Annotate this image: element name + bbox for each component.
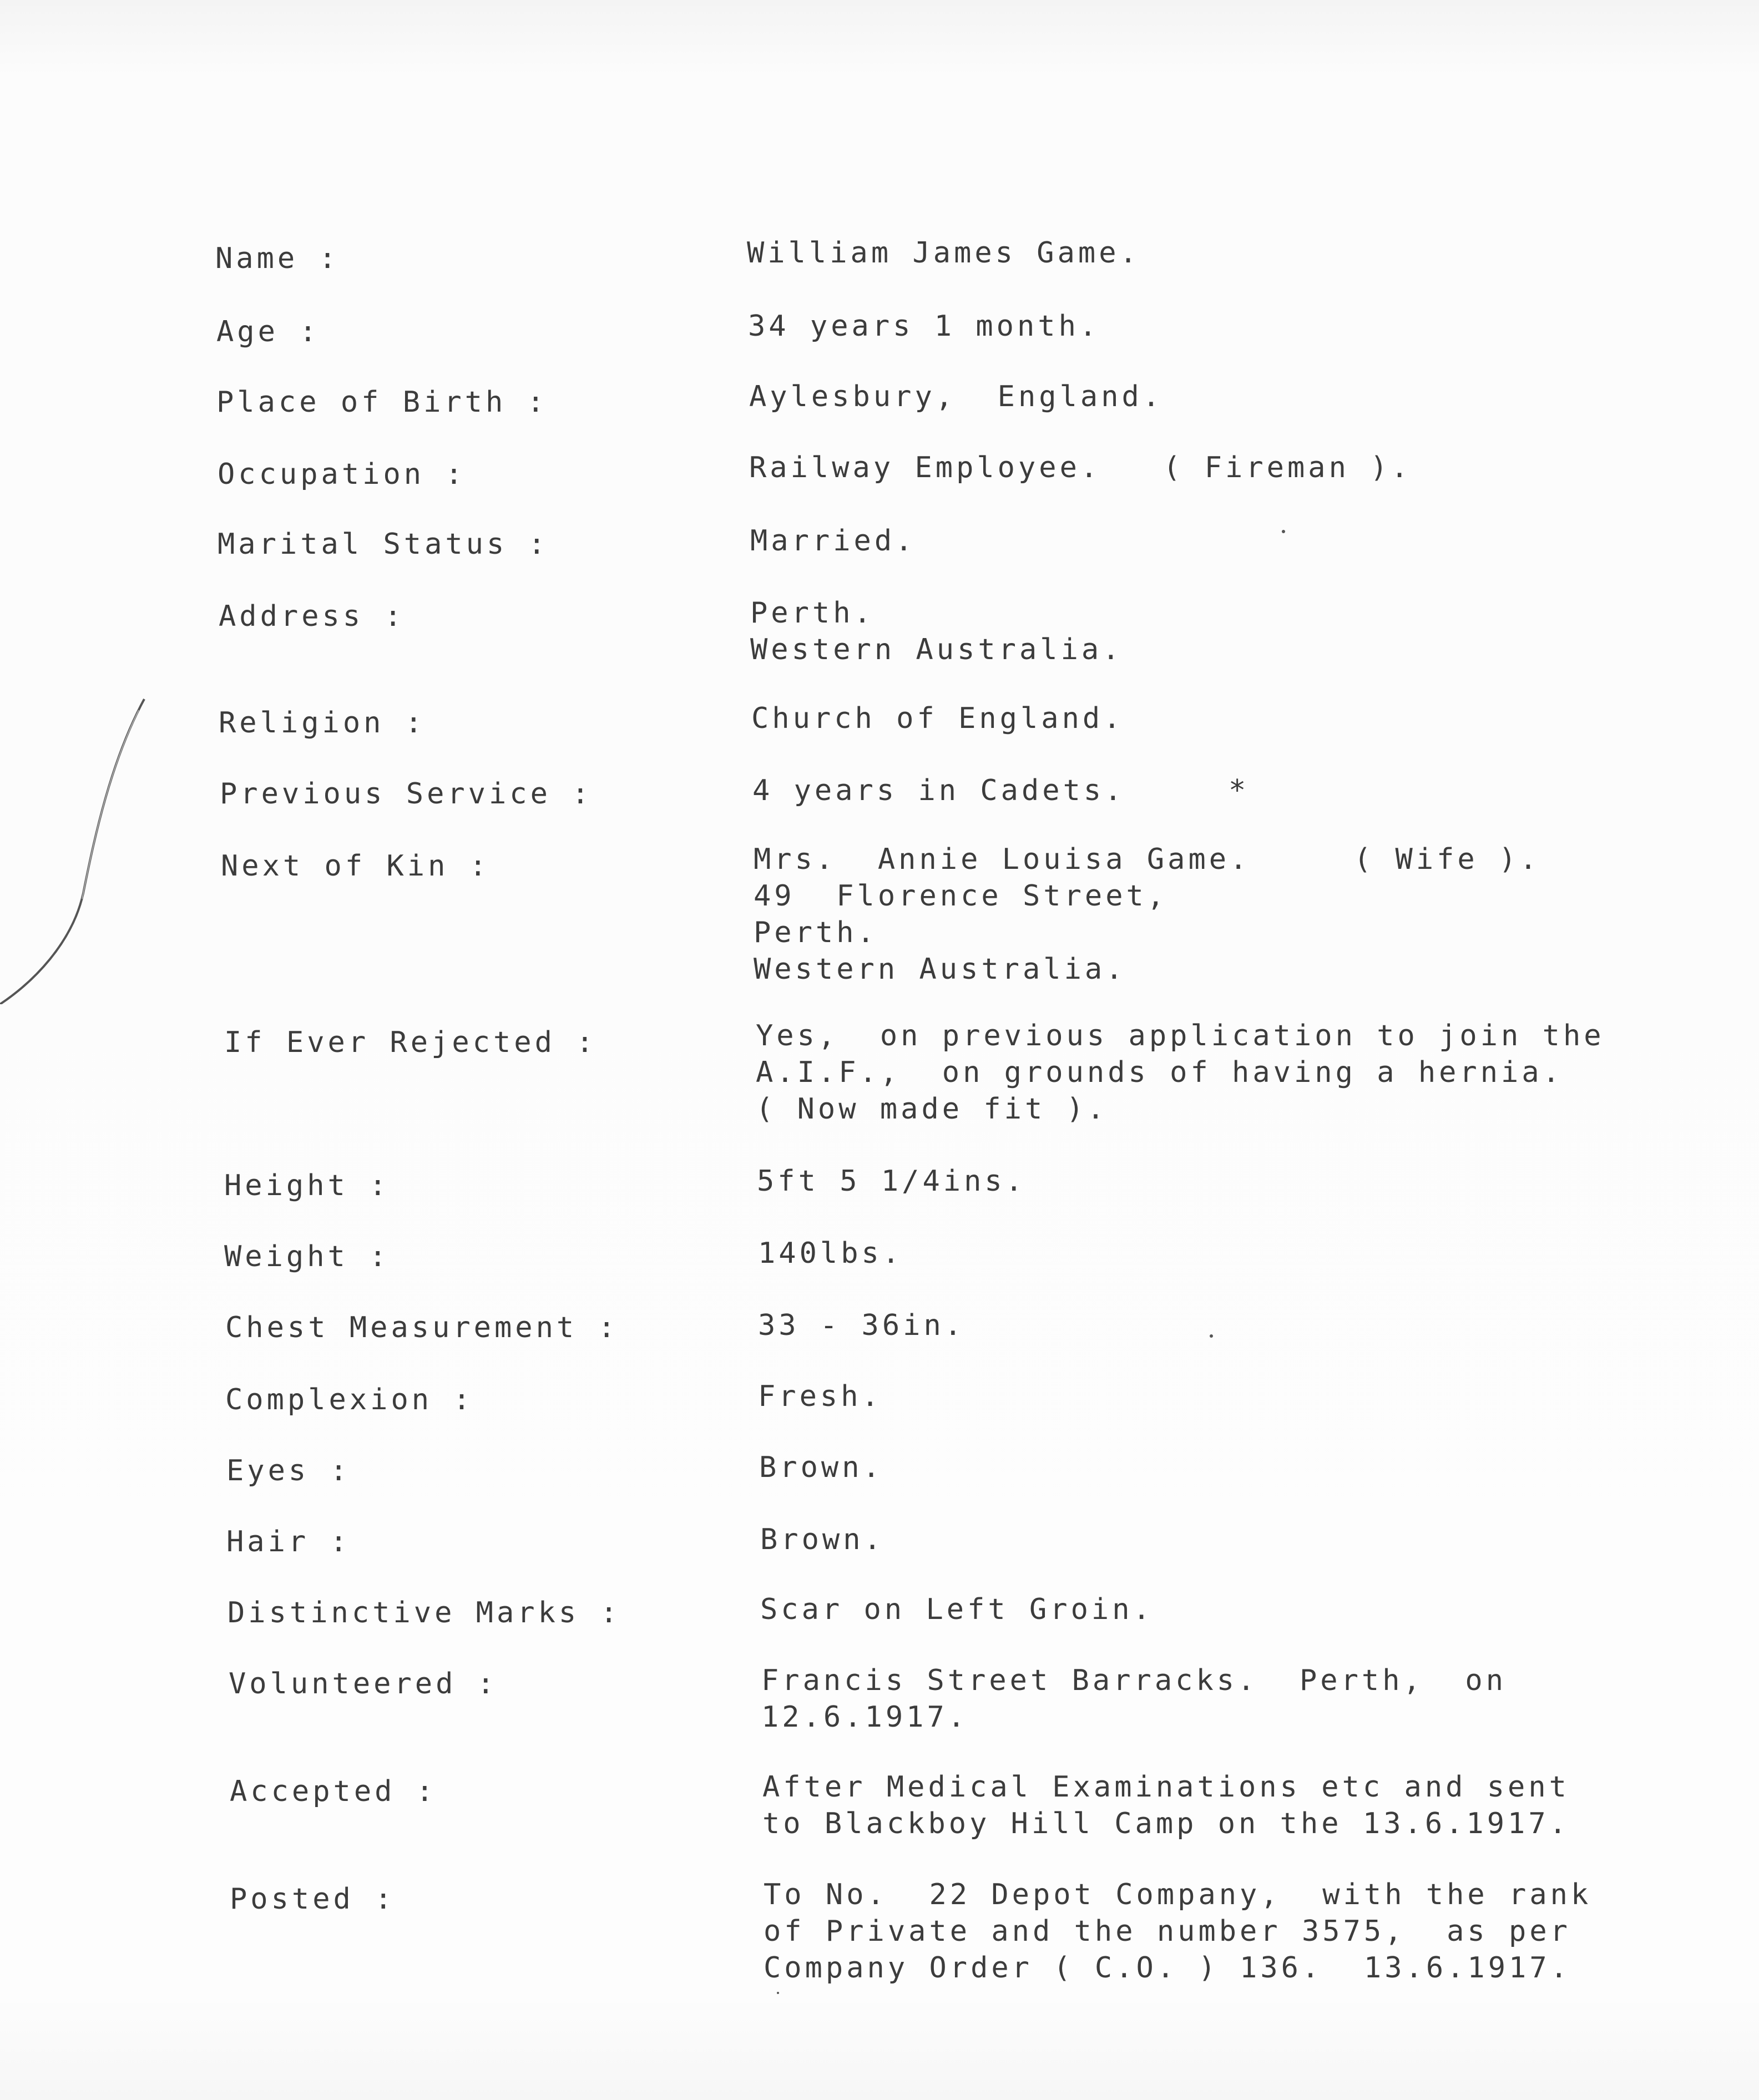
field-label-posted: Posted :	[230, 1883, 396, 1916]
field-value-complexion: Fresh.	[758, 1380, 882, 1413]
field-value-occupation: Railway Employee. ( Fireman ).	[749, 451, 1412, 484]
field-label-weight: Weight :	[224, 1240, 390, 1273]
field-value-age: 34 years 1 month.	[748, 310, 1100, 343]
field-label-chest-measurement: Chest Measurement :	[225, 1311, 619, 1344]
field-label-previous-service: Previous Service :	[220, 777, 593, 811]
field-label-if-ever-rejected: If Ever Rejected :	[224, 1026, 597, 1059]
field-value-if-ever-rejected: Yes, on previous application to join the A.I.F., on grounds of having a hernia. ( Now made fit ).	[756, 1019, 1605, 1126]
field-label-age: Age :	[216, 315, 320, 348]
field-label-address: Address :	[219, 600, 405, 633]
field-value-accepted: After Medical Examinations etc and sent to Blackboy Hill Camp on the 13.6.1917.	[762, 1770, 1570, 1840]
field-label-eyes: Eyes :	[226, 1454, 351, 1487]
field-value-chest-measurement: 33 - 36in.	[758, 1309, 966, 1342]
field-value-weight: 140lbs.	[758, 1237, 903, 1270]
field-value-name: William James Game.	[747, 236, 1140, 270]
field-label-volunteered: Volunteered :	[229, 1667, 498, 1701]
field-value-eyes: Brown.	[759, 1451, 883, 1484]
field-value-volunteered: Francis Street Barracks. Perth, on 12.6.1917.	[761, 1664, 1507, 1734]
field-label-place-of-birth: Place of Birth :	[216, 386, 548, 419]
field-label-hair: Hair :	[226, 1525, 351, 1558]
field-label-next-of-kin: Next of Kin :	[221, 849, 490, 883]
field-value-hair: Brown.	[760, 1523, 884, 1556]
field-value-religion: Church of England.	[751, 702, 1124, 735]
field-label-distinctive-marks: Distinctive Marks :	[228, 1596, 621, 1630]
paper-crease	[0, 694, 166, 1004]
field-label-marital-status: Marital Status :	[218, 528, 549, 561]
field-label-accepted: Accepted :	[230, 1775, 437, 1808]
field-value-posted: To No. 22 Depot Company, with the rank of Private and the number 3575, as per Company Order ( C.O. ) 136. 13.6.1917.	[764, 1878, 1592, 1985]
field-value-marital-status: Married.	[750, 524, 916, 558]
field-label-name: Name :	[215, 242, 340, 275]
field-label-occupation: Occupation :	[218, 458, 466, 491]
field-value-address: Perth. Western Australia.	[750, 596, 1123, 666]
field-value-distinctive-marks: Scar on Left Groin.	[760, 1593, 1154, 1626]
field-label-religion: Religion :	[219, 706, 426, 740]
field-value-place-of-birth: Aylesbury, England.	[749, 380, 1164, 413]
field-label-complexion: Complexion :	[225, 1383, 474, 1416]
field-value-previous-service: 4 years in Cadets. *	[752, 774, 1250, 807]
field-label-height: Height :	[224, 1169, 390, 1202]
paper-speck	[777, 1992, 779, 1994]
field-value-height: 5ft 5 1/4ins.	[757, 1165, 1026, 1198]
field-value-next-of-kin: Mrs. Annie Louisa Game. ( Wife ). 49 Florence Street, Perth. Western Australia.	[754, 843, 1540, 986]
